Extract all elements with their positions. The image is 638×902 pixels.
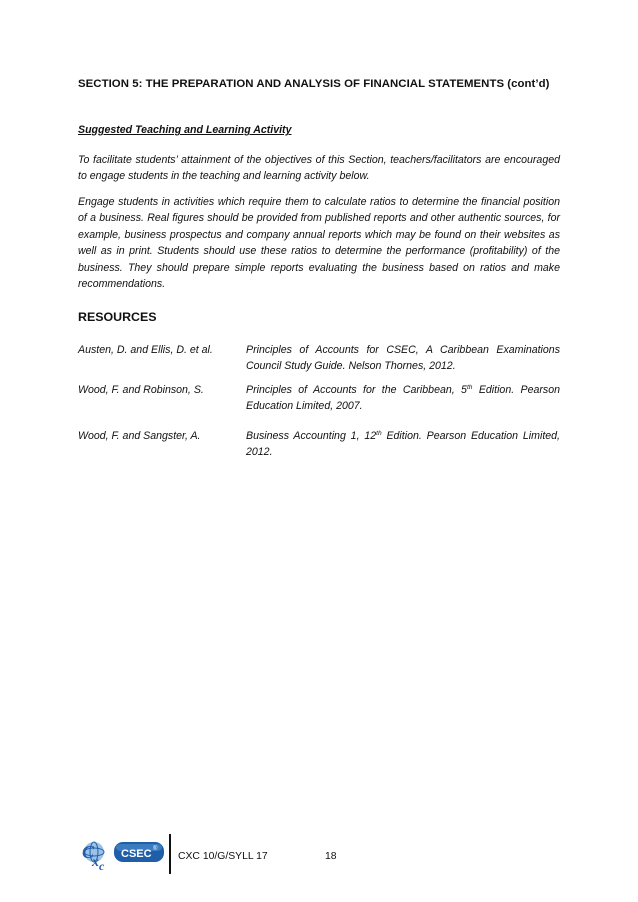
resource-reference-title: Principles of Accounts for the Caribbean, 5	[246, 384, 467, 396]
cxc-csec-logo	[80, 836, 168, 872]
resource-reference-superscript: th	[466, 384, 473, 391]
resource-reference	[246, 382, 560, 415]
resource-author: Wood, F. and Robinson, S.	[78, 384, 204, 396]
resource-reference-superscript: th	[376, 430, 382, 437]
resources-heading: RESOURCES	[78, 310, 157, 324]
resource-author: Wood, F. and Sangster, A.	[78, 430, 201, 442]
activity-heading: Suggested Teaching and Learning Activity	[78, 124, 292, 136]
svg-text:c: c	[99, 859, 105, 872]
resource-reference-title: Business Accounting 1, 12	[246, 430, 377, 442]
resource-author: Austen, D. and Ellis, D. et al.	[78, 344, 213, 356]
resource-reference	[246, 428, 560, 461]
section-title: SECTION 5: THE PREPARATION AND ANALYSIS OF FINANCIAL STATEMENTS (cont’d)	[78, 78, 550, 90]
resource-reference-publisher: Edition. Pearson Education Limited, 2012.	[246, 430, 560, 459]
svg-text:C: C	[82, 842, 95, 862]
footer-divider	[169, 834, 171, 874]
cxc-globe-logo-icon	[80, 836, 168, 872]
footer-page-number: 18	[325, 851, 337, 862]
svg-text:x: x	[92, 855, 99, 870]
activity-paragraph-body: Engage students in activities which require them to calculate ratios to determine the financial position of a business. Real figures should be provided from published reports and other authentic sources, for example, business prospectus and company annual reports which may be found on their websites as well as in print. Students should use these ratios to determine the performance (profitability) of the business. They should prepare simple reports evaluating the business based on ratios and make recommendations.	[78, 196, 560, 291]
logo-text: CSEC	[121, 848, 152, 860]
logo-registered-mark: ®	[153, 846, 158, 852]
activity-paragraph-intro: To facilitate students’ attainment of the objectives of this Section, teachers/facilitators are encouraged to engage students in the teaching and learning activity below.	[78, 154, 560, 183]
resource-reference-publisher: Edition. Pearson Education Limited, 2007.	[246, 384, 560, 413]
footer-syllabus-code: CXC 10/G/SYLL 17	[178, 851, 268, 862]
resource-reference: Principles of Accounts for CSEC, A Caribbean Examinations Council Study Guide. Nelson Thornes, 2012.	[246, 344, 560, 373]
